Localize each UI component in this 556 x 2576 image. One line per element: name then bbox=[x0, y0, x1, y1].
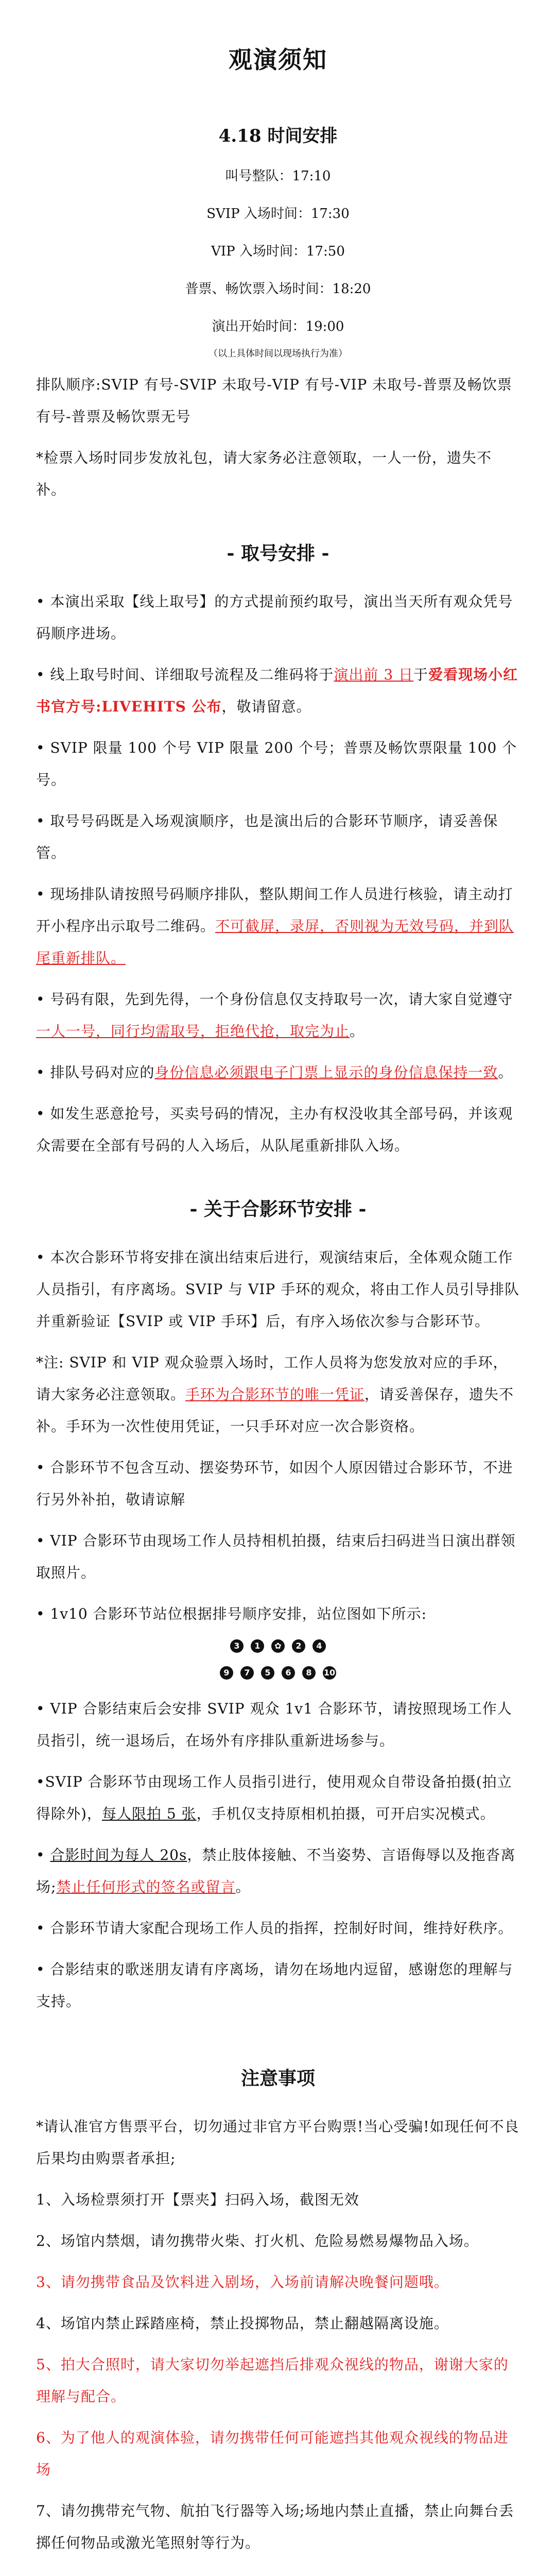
note-item: 3、请勿携带食品及饮料进入剧场，入场前请解决晚餐问题哦。 bbox=[36, 2274, 449, 2291]
queue-para: • SVIP 限量 100 个号 VIP 限量 200 个号；普票及畅饮票限量 100 个号。 bbox=[36, 739, 517, 788]
position-row-1 bbox=[36, 1639, 520, 1653]
text: ，敬请留意。 bbox=[221, 698, 311, 715]
position-number-icon: 6 bbox=[282, 1666, 295, 1680]
page-title: 观演须知 bbox=[229, 46, 327, 74]
text: ，手机仅支持原相机拍摄，可开启实况模式。 bbox=[196, 1805, 495, 1822]
queue-para: • 取号号码既是入场观演顺序，也是演出后的合影环节顺序，请妥善保管。 bbox=[36, 812, 498, 861]
highlight-text: 每人限拍 5 张 bbox=[101, 1805, 197, 1822]
highlight-text: 不可截屏，录屏，否则视为无效号码，并到队尾重新排队。 bbox=[36, 918, 514, 967]
note-item: 1、入场检票须打开【票夹】扫码入场，截图无效 bbox=[36, 2191, 359, 2208]
photo-para: • VIP 合影结束后会安排 SVIP 观众 1v1 合影环节，请按照现场工作人员指引，统一退场后，在场外有序排队重新进场参与。 bbox=[36, 1700, 512, 1749]
photo-para bbox=[36, 1347, 520, 1443]
position-number-icon: 10 bbox=[323, 1666, 336, 1680]
note-item: *请认准官方售票平台，切勿通过非官方平台购票!当心受骗!如现任何不良后果均由购票者承担; bbox=[36, 2118, 519, 2167]
queue-order-text: 排队顺序:SVIP 有号-SVIP 未取号-VIP 有号-VIP 未取号-普票及畅饮票有号-普票及畅饮票无号 bbox=[36, 376, 512, 425]
text: ，禁止肢体接触、不当姿势、言语侮辱以及拖沓离场; bbox=[36, 1846, 516, 1895]
schedule-line: SVIP 入场时间：17:30 bbox=[206, 206, 350, 222]
text: 于 bbox=[413, 666, 429, 683]
highlight-text: 爱看现场小红书官方号:LIVEHITS 公布 bbox=[36, 666, 518, 715]
photo-section-heading: - 关于合影环节安排 - bbox=[189, 1198, 367, 1220]
highlight-text: 禁止任何形式的签名或留言 bbox=[56, 1878, 236, 1895]
highlight-text: 一人一号，同行均需取号，拒绝代抢，取完为止 bbox=[36, 1023, 350, 1040]
position-number-icon: 9 bbox=[220, 1666, 233, 1680]
queue-section-heading: - 取号安排 - bbox=[227, 543, 329, 564]
position-number-icon: 7 bbox=[240, 1666, 254, 1680]
position-number-icon: 2 bbox=[292, 1639, 305, 1653]
text: • bbox=[36, 1846, 50, 1863]
note-item: 7、请勿携带充气物、航拍飞行器等入场;场地内禁止直播，禁止向舞台丢掷任何物品或激光笔照射等行为。 bbox=[36, 2502, 514, 2551]
text: *注: SVIP 和 VIP 观众验票入场时，工作人员将为您发放对应的手环，请大家务必注意领取。 bbox=[36, 1354, 508, 1403]
notes-heading: 注意事项 bbox=[240, 2067, 315, 2089]
highlight-text: 手环为合影环节的唯一凭证 bbox=[185, 1386, 365, 1403]
text: 。 bbox=[235, 1878, 251, 1895]
queue-para: • 如发生恶意抢号，买卖号码的情况，主办有权没收其全部号码，并该观众需要在全部有号码的人入场后，从队尾重新排队入场。 bbox=[36, 1105, 513, 1154]
position-row-2 bbox=[36, 1666, 520, 1680]
text: ，请妥善保存，遗失不补。手环为一次性使用凭证，一只手环对应一次合影资格。 bbox=[36, 1386, 514, 1435]
note-item: 2、场馆内禁烟，请勿携带火柴、打火机、危险易燃易爆物品入场。 bbox=[36, 2232, 479, 2249]
position-number-icon: 5 bbox=[261, 1666, 274, 1680]
note-item bbox=[36, 2568, 520, 2576]
position-number-icon: 1 bbox=[251, 1639, 264, 1653]
photo-para: • 本次合影环节将安排在演出结束后进行，观演结束后，全体观众随工作人员指引，有序离场。SVIP 与 VIP 手环的观众，将由工作人员引导排队并重新验证【SVIP 或 VIP 手环】后，有序入场依次参与合影环节。 bbox=[36, 1249, 520, 1330]
text: • 现场排队请按照号码顺序排队，整队期间工作人员进行核验，请主动打开小程序出示取号二维码。 bbox=[36, 886, 513, 935]
schedule-line: 演出开始时间：19:00 bbox=[212, 319, 344, 334]
photo-para: • 1v10 合影环节站位根据排号顺序安排，站位图如下所示: bbox=[36, 1605, 427, 1622]
note-item: 6、为了他人的观演体验，请勿携带任何可能遮挡其他观众视线的物品进场 bbox=[36, 2429, 509, 2478]
queue-para bbox=[36, 1057, 520, 1089]
photo-para: • 合影结束的歌迷朋友请有序离场，请勿在场地内逗留，感谢您的理解与支持。 bbox=[36, 1961, 513, 2010]
queue-para bbox=[36, 878, 520, 974]
highlight-text: 演出前 3 日 bbox=[334, 666, 414, 683]
position-number-icon: 3 bbox=[230, 1639, 244, 1653]
highlight-text: 身份信息必须跟电子门票上显示的身份信息保持一致 bbox=[154, 1064, 498, 1081]
text: 。 bbox=[350, 1023, 365, 1040]
gift-note: *检票入场时同步发放礼包，请大家务必注意领取，一人一份，遗失不补。 bbox=[36, 449, 492, 498]
position-number-icon: 4 bbox=[312, 1639, 326, 1653]
text: • 线上取号时间、详细取号流程及二维码将于 bbox=[36, 666, 334, 683]
note-item: 4、场馆内禁止踩踏座椅，禁止投掷物品，禁止翻越隔离设施。 bbox=[36, 2315, 449, 2332]
photo-para bbox=[36, 1766, 520, 1830]
notes-list bbox=[36, 2111, 520, 2576]
schedule-line: VIP 入场时间：17:50 bbox=[211, 244, 345, 259]
schedule-note: （以上具体时间以现场执行为准） bbox=[208, 348, 348, 359]
text: •SVIP 合影环节由现场工作人员指引进行，使用观众自带设备拍摄(拍立得除外)， bbox=[36, 1773, 512, 1822]
text: • 排队号码对应的 bbox=[36, 1064, 155, 1081]
highlight-text: 合影时间为每人 20s bbox=[50, 1846, 187, 1863]
text: • 号码有限，先到先得，一个身份信息仅支持取号一次，请大家自觉遵守 bbox=[36, 991, 513, 1008]
position-number-icon: 8 bbox=[302, 1666, 316, 1680]
note-item: 5、拍大合照时，请大家切勿举起遮挡后排观众视线的物品，谢谢大家的理解与配合。 bbox=[36, 2356, 509, 2405]
photo-para: • 合影环节请大家配合现场工作人员的指挥，控制好时间，维持好秩序。 bbox=[36, 1920, 513, 1937]
photo-para: • 合影环节不包含互动、摆姿势环节，如因个人原因错过合影环节，不进行另外补拍，敬请谅解 bbox=[36, 1459, 513, 1508]
artist-icon: ✿ bbox=[271, 1639, 285, 1653]
schedule-line: 叫号整队：17:10 bbox=[225, 168, 331, 184]
text: 。 bbox=[498, 1064, 513, 1081]
queue-para: • 本演出采取【线上取号】的方式提前预约取号，演出当天所有观众凭号码顺序进场。 bbox=[36, 593, 513, 642]
photo-para: • VIP 合影环节由现场工作人员持相机拍摄，结束后扫码进当日演出群领取照片。 bbox=[36, 1532, 516, 1581]
schedule-heading: 4.18 时间安排 bbox=[218, 126, 338, 146]
queue-para bbox=[36, 659, 520, 723]
schedule-line: 普票、畅饮票入场时间：18:20 bbox=[185, 281, 371, 297]
photo-para bbox=[36, 1839, 520, 1903]
queue-para bbox=[36, 984, 520, 1047]
